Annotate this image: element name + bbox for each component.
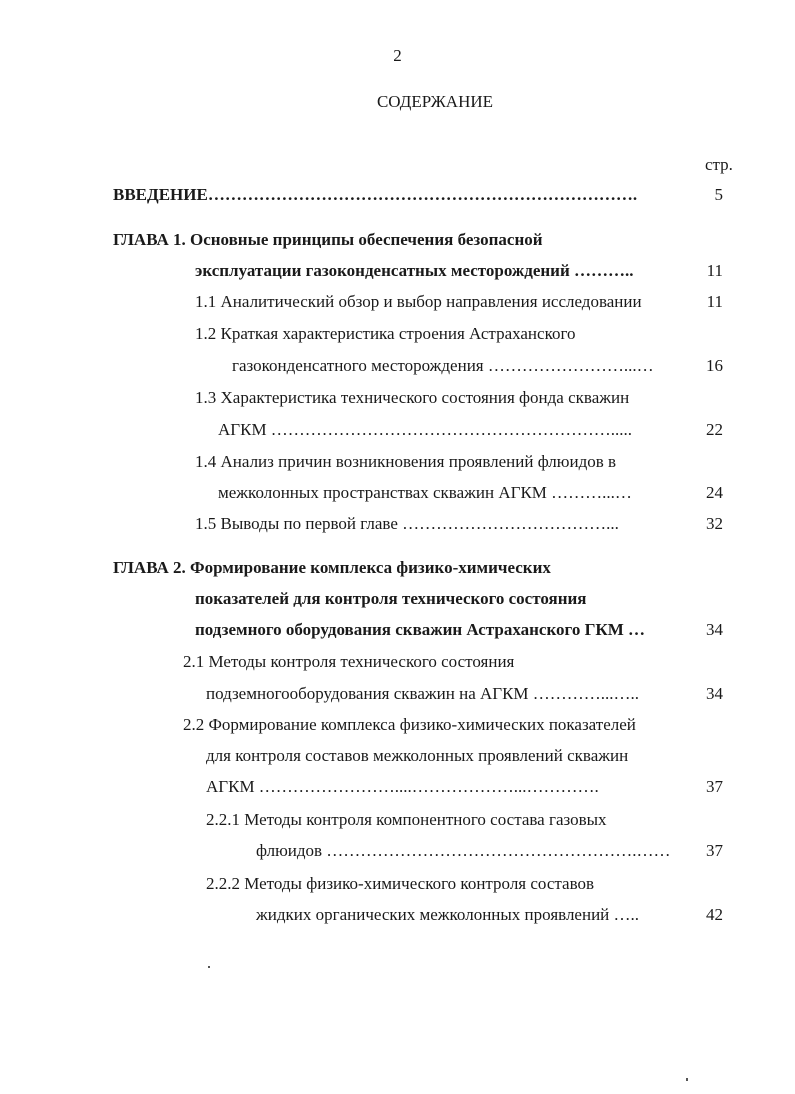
toc-s1-2: 1.2 Краткая характеристика строения Астраханского bbox=[195, 324, 576, 343]
toc-s2-2-2-cont: жидких органических межколонных проявлений ….. bbox=[256, 905, 640, 924]
toc-intro: ВВЕДЕНИЕ…………………………………………………………………. bbox=[113, 185, 638, 204]
toc-ch1-title-cont: эксплуатации газоконденсатных месторождений ……….. bbox=[195, 261, 634, 280]
toc-ch2-title-cont2: подземного оборудования скважин Астраханского ГКМ … bbox=[195, 620, 646, 639]
toc-s1-5-page: 32 bbox=[706, 514, 723, 533]
page-number: 2 bbox=[393, 46, 402, 65]
toc-s2-1-cont: подземногооборудования скважин на АГКМ …………...….. bbox=[206, 684, 640, 703]
toc-s1-3-page: 22 bbox=[706, 420, 723, 439]
toc-s2-2-1-page: 37 bbox=[706, 841, 723, 860]
toc-s2-2-page: 37 bbox=[706, 777, 723, 796]
toc-s2-2-cont: для контроля составов межколонных проявлений скважин bbox=[206, 746, 629, 765]
toc-ch2-page: 34 bbox=[706, 620, 723, 639]
toc-s2-2-1: 2.2.1 Методы контроля компонентного состава газовых bbox=[206, 810, 607, 829]
toc-s1-2-page: 16 bbox=[706, 356, 723, 375]
toc-ch2-title: ГЛАВА 2. Формирование комплекса физико-химических bbox=[113, 558, 551, 577]
page-column-header: стр. bbox=[705, 155, 733, 174]
toc-s2-2: 2.2 Формирование комплекса физико-химических показателей bbox=[183, 715, 636, 734]
toc-s1-3-cont: АГКМ ……………………………………………………..... bbox=[218, 420, 633, 439]
toc-s2-2-cont2: АГКМ ……………………....………………...…………. bbox=[206, 777, 599, 796]
scan-speck bbox=[208, 966, 210, 968]
toc-s1-1-page: 11 bbox=[706, 292, 723, 311]
toc-s2-1: 2.1 Методы контроля технического состояния bbox=[183, 652, 515, 671]
toc-ch2-title-cont: показателей для контроля технического состояния bbox=[195, 589, 587, 608]
toc-s1-4: 1.4 Анализ причин возникновения проявлений флюидов в bbox=[195, 452, 617, 471]
toc-intro-page: 5 bbox=[714, 185, 723, 204]
toc-s2-2-1-cont: флюидов ……………………………………………….…… bbox=[256, 841, 671, 860]
page-title: СОДЕРЖАНИЕ bbox=[376, 92, 494, 111]
toc-s1-2-cont: газоконденсатного месторождения ……………………...… bbox=[232, 356, 654, 375]
toc-s2-2-2: 2.2.2 Методы физико-химического контроля составов bbox=[206, 874, 595, 893]
toc-s2-1-page: 34 bbox=[706, 684, 723, 703]
toc-ch1-title: ГЛАВА 1. Основные принципы обеспечения безопасной bbox=[113, 230, 543, 249]
toc-s1-5: 1.5 Выводы по первой главе ………………………………... bbox=[195, 514, 619, 533]
toc-s1-1: 1.1 Аналитический обзор и выбор направления исследовании bbox=[195, 292, 642, 311]
toc-s1-3: 1.3 Характеристика технического состояния фонда скважин bbox=[195, 388, 630, 407]
toc-s2-2-2-page: 42 bbox=[706, 905, 723, 924]
toc-ch1-page: 11 bbox=[706, 261, 723, 280]
toc-s1-4-page: 24 bbox=[706, 483, 723, 502]
scan-speck bbox=[686, 1078, 688, 1081]
toc-s1-4-cont: межколонных пространствах скважин АГКМ ………...… bbox=[218, 483, 632, 502]
